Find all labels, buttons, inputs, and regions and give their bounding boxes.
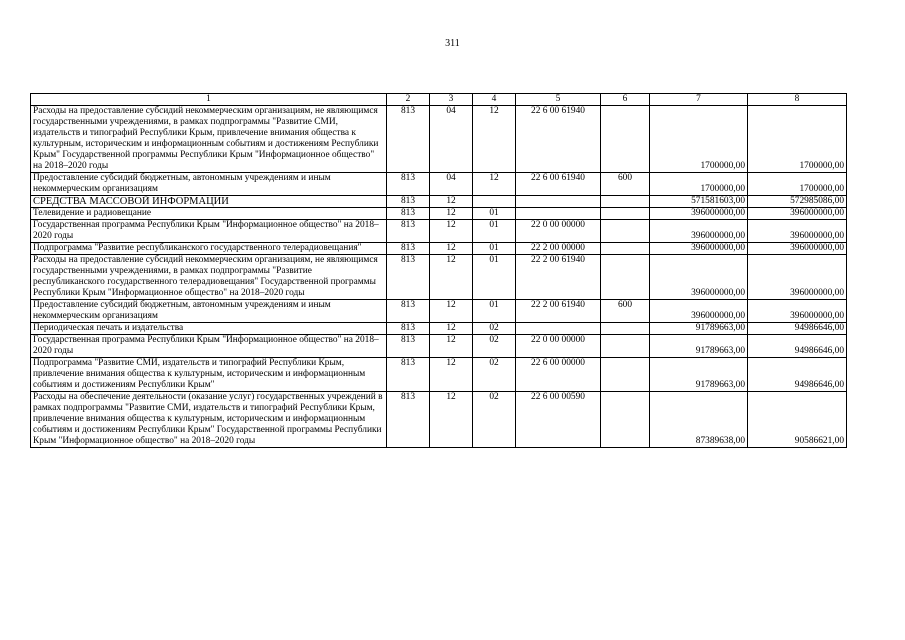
row-sum-2: 396000000,00: [748, 255, 847, 300]
row-name: СРЕДСТВА МАССОВОЙ ИНФОРМАЦИИ: [31, 196, 387, 208]
row-expense-type: [601, 106, 650, 173]
column-header: 1: [31, 94, 387, 106]
row-subsection: [473, 196, 516, 208]
row-target: 22 6 00 61940: [516, 173, 601, 196]
row-section: 12: [430, 392, 473, 448]
row-code: 813: [387, 208, 430, 220]
row-code: 813: [387, 300, 430, 323]
row-code: 813: [387, 220, 430, 243]
row-code: 813: [387, 392, 430, 448]
row-sum-1: 571581603,00: [650, 196, 748, 208]
row-code: 813: [387, 243, 430, 255]
row-sum-1: 1700000,00: [650, 173, 748, 196]
row-target: 22 2 00 00000: [516, 243, 601, 255]
column-header: 3: [430, 94, 473, 106]
row-section: 04: [430, 106, 473, 173]
row-code: 813: [387, 106, 430, 173]
row-sum-1: 396000000,00: [650, 208, 748, 220]
row-expense-type: 600: [601, 173, 650, 196]
column-header: 6: [601, 94, 650, 106]
row-target: [516, 208, 601, 220]
row-code: 813: [387, 196, 430, 208]
row-section: 12: [430, 243, 473, 255]
row-target: 22 6 00 00000: [516, 358, 601, 392]
row-expense-type: [601, 220, 650, 243]
row-subsection: 01: [473, 208, 516, 220]
row-subsection: 02: [473, 323, 516, 335]
table-row: [31, 106, 847, 173]
row-section: 12: [430, 208, 473, 220]
row-section: 12: [430, 335, 473, 358]
row-expense-type: 600: [601, 300, 650, 323]
row-target: [516, 196, 601, 208]
row-sum-2: 396000000,00: [748, 300, 847, 323]
page-number: 311: [445, 38, 460, 49]
row-name: Периодическая печать и издательства: [31, 323, 387, 335]
row-subsection: 02: [473, 358, 516, 392]
row-section: 12: [430, 323, 473, 335]
row-code: 813: [387, 358, 430, 392]
row-subsection: 01: [473, 300, 516, 323]
table-row: [31, 300, 847, 323]
row-sum-1: 91789663,00: [650, 358, 748, 392]
row-subsection: 01: [473, 255, 516, 300]
row-target: [516, 323, 601, 335]
row-expense-type: [601, 208, 650, 220]
row-name: Предоставление субсидий бюджетным, автономным учреждениям и иным некоммерческим организациям: [31, 173, 387, 196]
row-expense-type: [601, 358, 650, 392]
row-target: 22 0 00 00000: [516, 220, 601, 243]
row-subsection: 02: [473, 392, 516, 448]
table-row: [31, 323, 847, 335]
column-header: 4: [473, 94, 516, 106]
row-sum-1: 396000000,00: [650, 255, 748, 300]
row-subsection: 01: [473, 243, 516, 255]
row-name: Государственная программа Республики Крым "Информационное общество" на 2018–2020 годы: [31, 220, 387, 243]
table-row: [31, 208, 847, 220]
row-name: Предоставление субсидий бюджетным, автономным учреждениям и иным некоммерческим организациям: [31, 300, 387, 323]
row-sum-2: 94986646,00: [748, 335, 847, 358]
table-row: [31, 173, 847, 196]
header-row: [31, 94, 847, 106]
row-subsection: 01: [473, 220, 516, 243]
column-header: 7: [650, 94, 748, 106]
row-code: 813: [387, 323, 430, 335]
row-name: Расходы на предоставление субсидий некоммерческим организациям, не являющимся государственными учреждениями, в рамках подпрограммы "Развитие СМИ, издательств и типографий Республики Крым, привлечение внимания общества к культурным, историческим и информационным событиям и достижениям Республики Крым" Государственной программы Республики Крым "Информационное общество" на 2018–2020 годы: [31, 106, 387, 173]
row-subsection: 12: [473, 106, 516, 173]
row-expense-type: [601, 323, 650, 335]
column-header: 5: [516, 94, 601, 106]
row-name: Подпрограмма "Развитие СМИ, издательств и типографий Республики Крым, привлечение внимания общества к культурным, историческим и информационным событиям и достижениям Республики Крым": [31, 358, 387, 392]
row-expense-type: [601, 255, 650, 300]
row-sum-1: 87389638,00: [650, 392, 748, 448]
row-sum-2: 94986646,00: [748, 358, 847, 392]
row-section: 12: [430, 300, 473, 323]
row-target: 22 6 00 61940: [516, 106, 601, 173]
row-code: 813: [387, 173, 430, 196]
row-section: 04: [430, 173, 473, 196]
row-sum-2: 1700000,00: [748, 173, 847, 196]
table-row: [31, 220, 847, 243]
row-name: Телевидение и радиовещание: [31, 208, 387, 220]
row-target: 22 2 00 61940: [516, 255, 601, 300]
row-expense-type: [601, 392, 650, 448]
row-subsection: 12: [473, 173, 516, 196]
row-sum-2: 94986646,00: [748, 323, 847, 335]
column-header: 8: [748, 94, 847, 106]
row-sum-2: 90586621,00: [748, 392, 847, 448]
row-subsection: 02: [473, 335, 516, 358]
table-row: [31, 196, 847, 208]
row-sum-2: 396000000,00: [748, 243, 847, 255]
table-row: [31, 392, 847, 448]
row-sum-2: 396000000,00: [748, 208, 847, 220]
table-row: [31, 358, 847, 392]
row-section: 12: [430, 196, 473, 208]
row-target: 22 6 00 00590: [516, 392, 601, 448]
row-sum-1: 396000000,00: [650, 220, 748, 243]
row-section: 12: [430, 255, 473, 300]
row-sum-2: 396000000,00: [748, 220, 847, 243]
row-code: 813: [387, 255, 430, 300]
row-name: Расходы на обеспечение деятельности (оказание услуг) государственных учреждений в рамках подпрограммы "Развитие СМИ, издательств и типографий Республики Крым, привлечение внимания общества к культурным, историческим и информационным событиям и достижениям Республики Крым" Государственной программы Республики Крым "Информационное общество" на 2018–2020 годы: [31, 392, 387, 448]
row-section: 12: [430, 358, 473, 392]
row-sum-1: 396000000,00: [650, 300, 748, 323]
row-target: 22 0 00 00000: [516, 335, 601, 358]
row-sum-1: 91789663,00: [650, 323, 748, 335]
row-sum-2: 1700000,00: [748, 106, 847, 173]
row-sum-1: 1700000,00: [650, 106, 748, 173]
row-expense-type: [601, 243, 650, 255]
table-row: [31, 255, 847, 300]
column-header: 2: [387, 94, 430, 106]
table-row: [31, 243, 847, 255]
row-sum-1: 396000000,00: [650, 243, 748, 255]
row-sum-1: 91789663,00: [650, 335, 748, 358]
row-name: Подпрограмма "Развитие республиканского государственного телерадиовещания": [31, 243, 387, 255]
row-code: 813: [387, 335, 430, 358]
budget-table: [30, 93, 847, 448]
row-target: 22 2 00 61940: [516, 300, 601, 323]
row-expense-type: [601, 196, 650, 208]
row-name: Расходы на предоставление субсидий некоммерческим организациям, не являющимся государственными учреждениями, в рамках подпрограммы "Развитие республиканского государственного телерадиовещания" Государственной программы Республики Крым "Информационное общество" на 2018–2020 годы: [31, 255, 387, 300]
row-sum-2: 572985086,00: [748, 196, 847, 208]
row-expense-type: [601, 335, 650, 358]
row-section: 12: [430, 220, 473, 243]
row-name: Государственная программа Республики Крым "Информационное общество" на 2018–2020 годы: [31, 335, 387, 358]
table-row: [31, 335, 847, 358]
